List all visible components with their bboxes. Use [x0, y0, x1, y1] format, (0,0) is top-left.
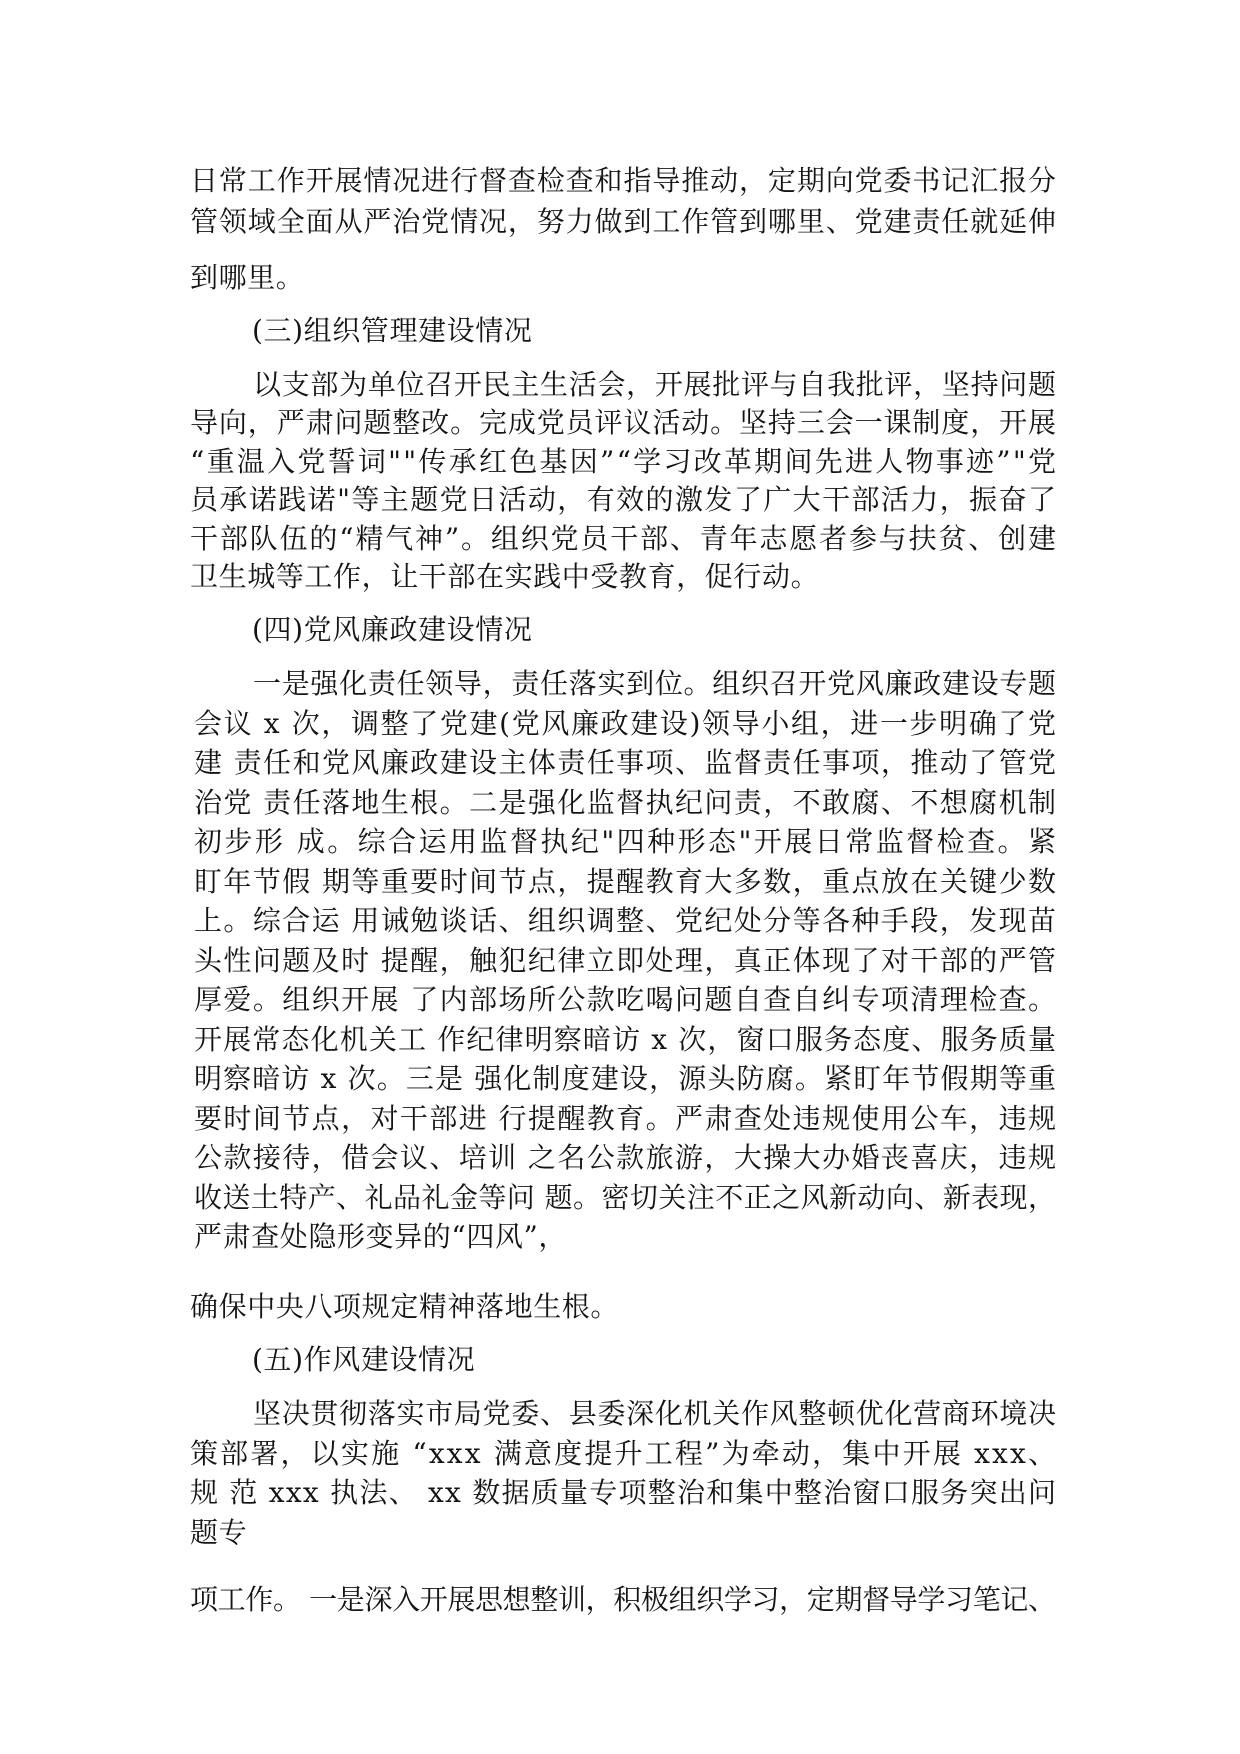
text-line: 日常工作开展情况进行督查检查和指导推动，定期向党委书记汇报分: [190, 164, 1057, 197]
text-line: 管领域全面从严治党情况，努力做到工作管到哪里、党建责任就延伸: [190, 205, 1057, 238]
text-line: 治党 责任落地生根。二是强化监督执纪问责，不敢腐、不想腐机制: [194, 786, 1058, 819]
text-line: 员承诺践诺"等主题党日活动，有效的激发了广大干部活力，振奋了: [190, 483, 1058, 516]
text-line: 坚决贯彻落实市局党委、县委深化机关作风整顿优化营商环境决: [253, 1397, 1057, 1430]
text-line: 项工作。 一是深入开展思想整训，积极组织学习，定期督导学习笔记、: [190, 1583, 1056, 1616]
text-line: 一是强化责任领导，责任落实到位。组织召开党风廉政建设专题: [253, 667, 1057, 700]
text-line: 开展常态化机关工 作纪律明察暗访 x 次，窗口服务态度、服务质量: [194, 1023, 1058, 1056]
text-line: 上。综合运 用诫勉谈话、组织调整、党纪处分等各种手段，发现苗: [194, 904, 1058, 937]
text-line: 以支部为单位召开民主生活会，开展批评与自我批评，坚持问题: [253, 368, 1057, 401]
text-line: 导向，严肃问题整改。完成党员评议活动。坚持三会一课制度，开展: [190, 406, 1057, 439]
section-heading: (三)组织管理建设情况: [252, 314, 533, 347]
text-line: 确保中央八项规定精神落地生根。: [190, 1290, 620, 1323]
text-line: 卫生城等工作，让干部在实践中受教育，促行动。: [190, 560, 820, 593]
text-line: 严肃查处隐形变异的“四风”，: [194, 1220, 568, 1253]
text-line: 公款接待，借会议、培训 之名公款旅游，大操大办婚丧喜庆，违规: [194, 1141, 1058, 1174]
text-line: 初步形 成。综合运用监督执纪"四种形态"开展日常监督检查。紧: [194, 825, 1059, 858]
section-heading: (五)作风建设情况: [252, 1343, 476, 1376]
text-line: 厚爱。组织开展 了内部场所公款吃喝问题自查自纠专项清理检查。: [194, 983, 1058, 1016]
text-line: 明察暗访 x 次。三是 强化制度建设，源头防腐。紧盯年节假期等重: [194, 1062, 1058, 1095]
text-line: 要时间节点，对干部进 行提醒教育。严肃查处违规使用公车，违规: [194, 1102, 1058, 1135]
text-line: 收送土特产、礼品礼金等问 题。密切关注不正之风新动向、新表现，: [194, 1181, 1057, 1214]
text-line: “重温入党誓词""传承红色基因”“学习改革期间先进人物事迹”"党: [190, 445, 1059, 478]
text-line: 策部署，以实施 “xxx 满意度提升工程”为牵动，集中开展 xxx、: [190, 1437, 1059, 1470]
text-line: 建 责任和党风廉政建设主体责任事项、监督责任事项，推动了管党: [194, 746, 1058, 779]
text-line: 规 范 xxx 执法、 xx 数据质量专项整治和集中整治窗口服务突出问: [190, 1476, 1058, 1509]
text-line: 盯年节假 期等重要时间节点，提醒教育大多数，重点放在关键少数: [194, 865, 1058, 898]
text-line: 干部队伍的“精气神”。组织党员干部、青年志愿者参与扶贫、创建: [190, 522, 1058, 555]
text-line: 头性问题及时 提醒，触犯纪律立即处理，真正体现了对干部的严管: [194, 944, 1058, 977]
text-line: 到哪里。: [190, 261, 305, 294]
text-line: 题专: [190, 1516, 248, 1549]
text-line: 会议 x 次，调整了党建(党风廉政建设)领导小组，进一步明确了党: [194, 707, 1058, 740]
section-heading: (四)党风廉政建设情况: [252, 613, 533, 646]
